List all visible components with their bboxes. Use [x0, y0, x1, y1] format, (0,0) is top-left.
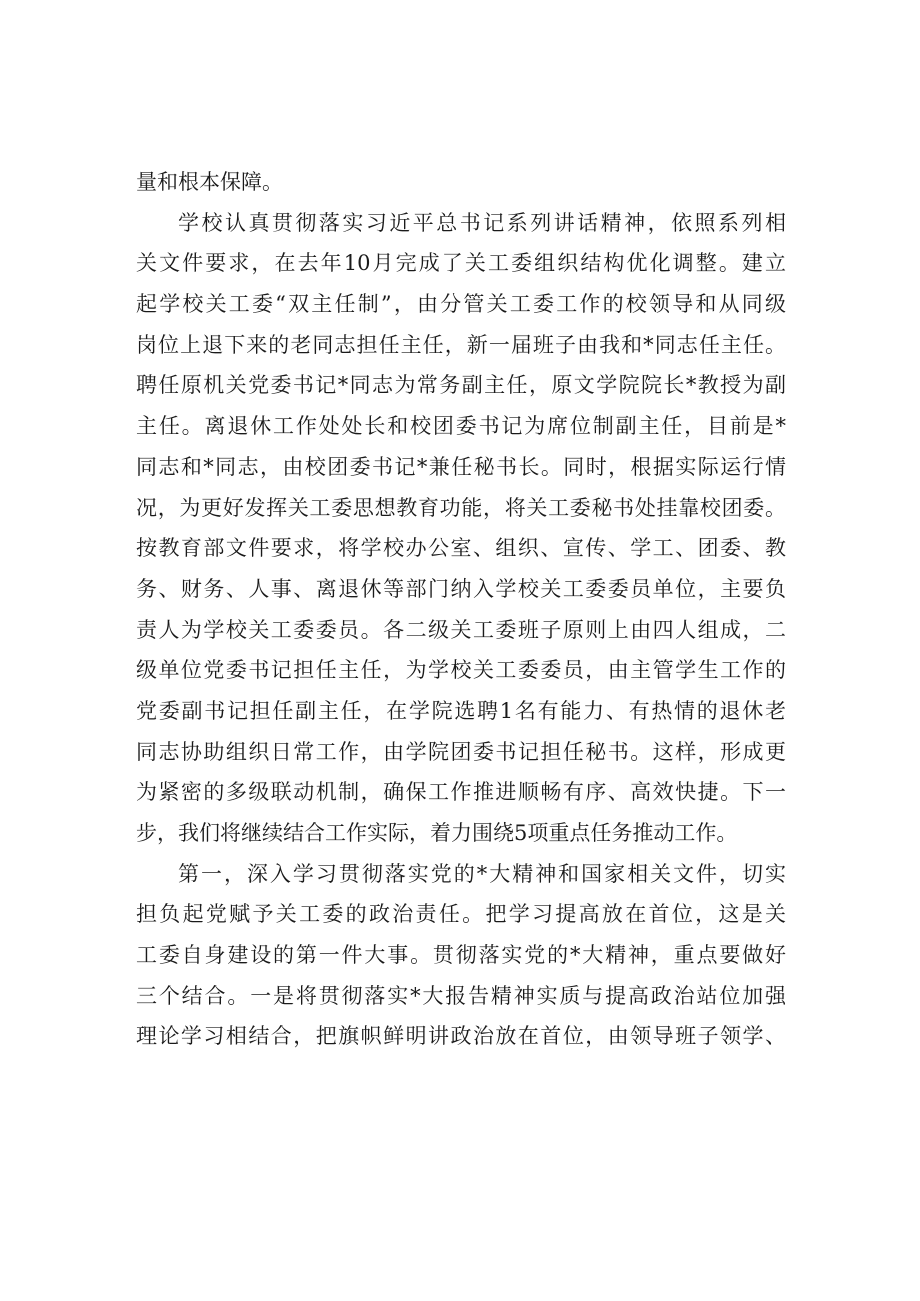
text-line: 同志协助组织日常工作，由学院团委书记担任秘书。这样，形成更 — [136, 739, 786, 764]
text-line: 工委自身建设的第一件大事。贯彻落实党的*大精神，重点要做好 — [136, 943, 786, 968]
text-line: 同志和*同志，由校团委书记*兼任秘书长。同时，根据实际运行情 — [136, 454, 786, 479]
text-line: 担负起党赋予关工委的政治责任。把学习提高放在首位，这是关 — [136, 902, 786, 927]
text-line: 量和根本保障。 — [136, 170, 283, 194]
text-line: 况，为更好发挥关工委思想教育功能，将关工委秘书处挂靠校团委。 — [136, 495, 786, 520]
body-text — [136, 162, 786, 1057]
text-line: 按教育部文件要求，将学校办公室、组织、宣传、学工、团委、教 — [136, 536, 786, 561]
text-line: 步，我们将继续结合工作实际，着力围绕5项重点任务推动工作。 — [136, 821, 738, 845]
text-line: 聘任原机关党委书记*同志为常务副主任，原文学院院长*教授为副 — [136, 373, 786, 398]
text-line: 级单位党委书记担任主任，为学校关工委委员，由主管学生工作的 — [136, 658, 786, 683]
text-line: 主任。离退休工作处处长和校团委书记为席位制副主任，目前是* — [136, 414, 786, 439]
text-line: 责人为学校关工委委员。各二级关工委班子原则上由四人组成，二 — [136, 617, 786, 642]
paragraph-first-line: 第一，深入学习贯彻落实党的*大精神和国家相关文件，切实 — [178, 861, 786, 886]
text-line: 岗位上退下来的老同志担任主任，新一届班子由我和*同志任主任。 — [136, 332, 786, 357]
text-line: 三个结合。一是将贯彻落实*大报告精神实质与提高政治站位加强 — [136, 983, 786, 1008]
paragraph-first-line: 学校认真贯彻落实习近平总书记系列讲话精神，依照系列相 — [178, 210, 786, 235]
text-line: 为紧密的多级联动机制，确保工作推进顺畅有序、高效快捷。下一 — [136, 780, 786, 805]
text-line: 党委副书记担任副主任，在学院选聘1名有能力、有热情的退休老 — [136, 698, 786, 723]
text-line: 关文件要求，在去年10月完成了关工委组织结构优化调整。建立 — [136, 251, 786, 276]
text-line: 理论学习相结合，把旗帜鲜明讲政治放在首位，由领导班子领学、 — [136, 1024, 786, 1049]
text-line: 务、财务、人事、离退休等部门纳入学校关工委委员单位，主要负 — [136, 576, 786, 601]
text-line: 起学校关工委“双主任制”，由分管关工委工作的校领导和从同级 — [136, 292, 786, 317]
